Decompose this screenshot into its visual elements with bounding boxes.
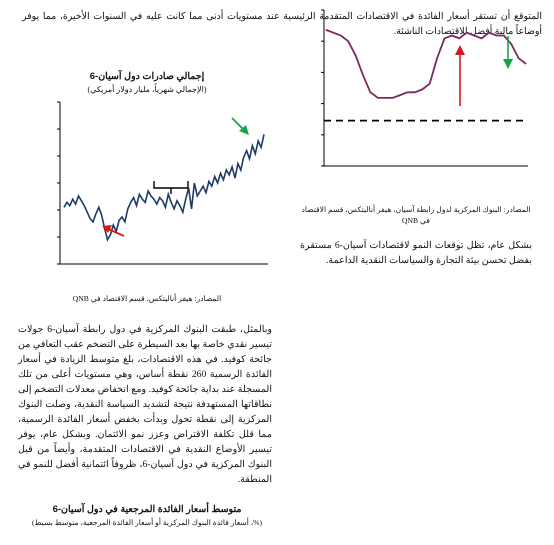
- series-group: [64, 134, 264, 239]
- series-line: [64, 134, 264, 239]
- intro-paragraph: المتوقع أن تستقر أسعار الفائدة في الاقتصادات المتقدمة الرئيسية عند مستويات أدنى مما كانت عليه في السنوات الأخيرة، مما يوفر أوضاعاً مالية أفضل للاقتصادات الناشئة.: [22, 12, 542, 37]
- red-arrow-icon: [455, 45, 465, 106]
- top-right-chart-source: المصادر: البنوك المركزية لدول رابطة آسيان، هيفر أناليتكس، قسم الاقتصاد في QNB: [301, 205, 531, 225]
- body-paragraph: وبالمثل، طبقت البنوك المركزية في دول رابطة آسيان-6 جولات تيسير نقدي خاصة بها بعد السيطرة على التضخم عقب التعافي من جائحة كوفيد. في هذه الاقتصادات، بلغ متوسط الزيادة في أسعار الفائدة الرسمية 260 نقطة أساس، وهي مستويات أعلى من تلك المسجلة عند بداية جائحة كوفيد. ومع انخفاض معدلات التضخم إلى نطاقاتها المستهدفة نتيجة لتشديد السياسة النقدية، وصلت البنوك المركزية إلى نقطة تحول وبدأت بخفض أسعار الفائدة الرسمية، مما قلل تكلفة الاقتراض وعزز نمو الائتمان. وبشكل عام، يوفر تيسير الأوضاع النقدية في الاقتصادات المتقدمة، وأيضاً من قبل البنوك المركزية في دول آسيان-6، ظروفاً ائتمانية أفضل للنمو في المنطقة.: [18, 324, 273, 485]
- series-group: [324, 30, 528, 121]
- exports-chart: [24, 98, 272, 273]
- axes: [324, 10, 528, 166]
- outlook-paragraph: بشكل عام، تظل توقعات النمو لاقتصادات آسيان-6 مستقرة بفضل تحسن بيئة التجارة والسياسات النقدية الداعمة.: [300, 240, 532, 266]
- exports-chart-subtitle: (الإجمالي شهرياً، مليار دولار أمريكي): [87, 85, 207, 94]
- series-line: [326, 30, 526, 98]
- green-arrow-icon: [232, 118, 249, 135]
- axes: [60, 102, 268, 264]
- exports-chart-source: المصادر: هيفر أناليتكس، قسم الاقتصاد في QNB: [72, 294, 222, 303]
- bracket-annotation: [154, 181, 188, 194]
- exports-chart-title: إجمالي صادرات دول آسيان-6: [89, 71, 205, 82]
- rate-chart-subtitle: (%، أسعار فائدة البنوك المركزية أو أسعار الفائدة المرجعية، متوسط بسيط): [31, 518, 263, 527]
- green-arrow-icon: [503, 36, 513, 69]
- top-right-chart: [300, 6, 532, 182]
- rate-chart-title: متوسط أسعار الفائدة المرجعية في دول آسيان-6: [52, 504, 242, 515]
